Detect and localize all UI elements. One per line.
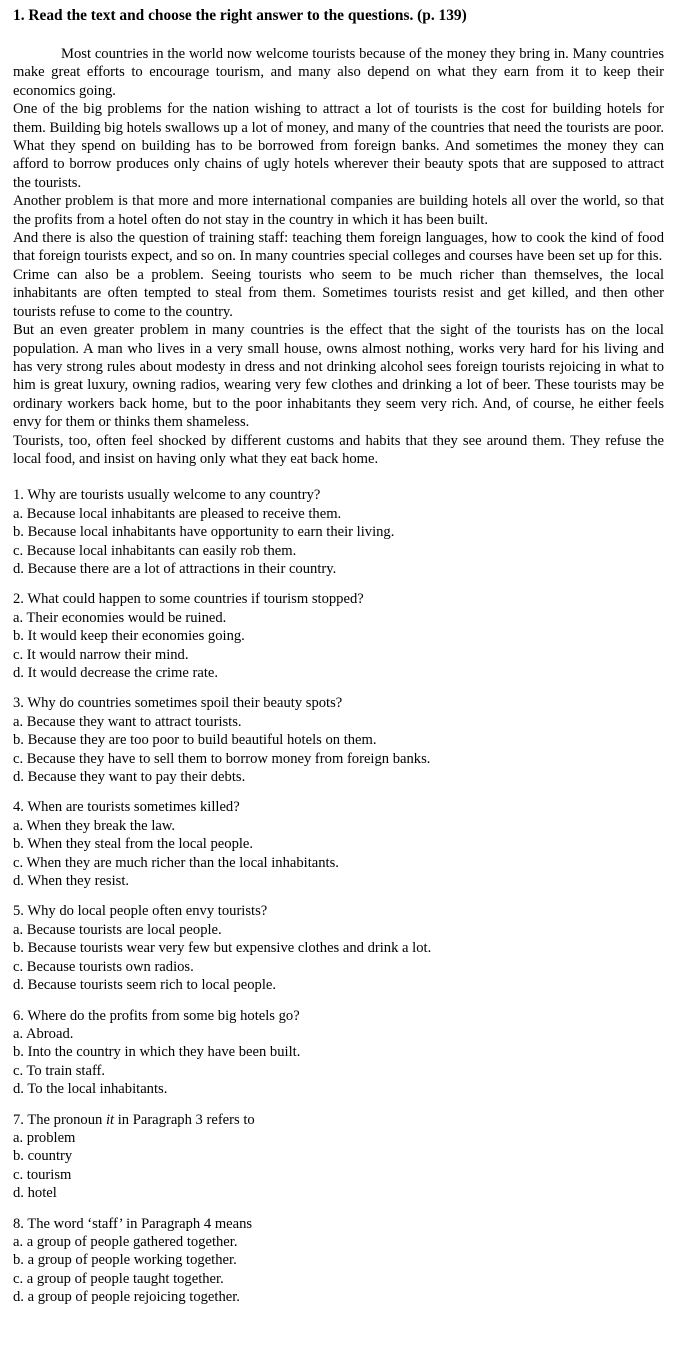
answer-option-c: c. It would narrow their mind. bbox=[13, 646, 189, 663]
answer-option-d: d. Because there are a lot of attractions in their country. bbox=[13, 560, 337, 577]
answer-option-b: b. a group of people working together. bbox=[13, 1252, 237, 1269]
question-stem: 3. Why do countries sometimes spoil their beauty spots? bbox=[13, 695, 343, 712]
answer-option-c: c. tourism bbox=[13, 1166, 72, 1183]
question-1 bbox=[13, 486, 664, 578]
answer-option-c: c. When they are much richer than the local inhabitants. bbox=[13, 854, 339, 871]
question-stem: 8. The word ‘staff’ in Paragraph 4 means bbox=[13, 1215, 253, 1232]
answer-option-d: d. It would decrease the crime rate. bbox=[13, 665, 219, 681]
passage-paragraph-4: And there is also the question of training staff: teaching them foreign languages, how to cook the kind of food that foreign tourists expect, and so on. In many countries special colleges and courses have been set up for this. bbox=[13, 230, 664, 265]
answer-option-a: a. Abroad. bbox=[13, 1025, 74, 1042]
answer-option-b: b. Because local inhabitants have opportunity to earn their living. bbox=[13, 524, 395, 541]
answer-option-b: b. Because they are too poor to build beautiful hotels on them. bbox=[13, 732, 377, 749]
question-5 bbox=[13, 902, 664, 994]
question-6 bbox=[13, 1007, 664, 1099]
stem-prefix: 7. The pronoun bbox=[13, 1111, 106, 1128]
answer-option-c: c. Because they have to sell them to borrow money from foreign banks. bbox=[13, 750, 431, 767]
answer-option-d: d. a group of people rejoicing together. bbox=[13, 1289, 240, 1306]
question-stem bbox=[13, 1111, 664, 1129]
answer-option-d: d. To the local inhabitants. bbox=[13, 1081, 168, 1098]
answer-option-b: b. When they steal from the local people. bbox=[13, 836, 254, 853]
answer-option-a: a. Because local inhabitants are pleased to receive them. bbox=[13, 505, 342, 522]
answer-option-a: a. Their economies would be ruined. bbox=[13, 609, 227, 626]
passage-paragraph-3: Another problem is that more and more international companies are building hotels all over the world, so that the profits from a hotel often do not stay in the country in which it has been built. bbox=[13, 193, 664, 228]
question-stem: 6. Where do the profits from some big hotels go? bbox=[13, 1007, 300, 1024]
answer-option-b: b. country bbox=[13, 1148, 73, 1165]
question-list bbox=[13, 486, 664, 1306]
answer-option-c: c. To train staff. bbox=[13, 1062, 106, 1079]
stem-suffix: in Paragraph 3 refers to bbox=[114, 1111, 255, 1128]
answer-option-d: d. Because tourists seem rich to local people. bbox=[13, 977, 277, 994]
question-stem: 5. Why do local people often envy tourists? bbox=[13, 903, 268, 920]
question-stem: 2. What could happen to some countries if tourism stopped? bbox=[13, 591, 364, 608]
question-stem: 1. Why are tourists usually welcome to any country? bbox=[13, 487, 321, 504]
passage-paragraph-1: Most countries in the world now welcome tourists because of the money they bring in. Many countries make great efforts to encourage tourism, and many also depend on what they earn from it to keep their economics going. bbox=[13, 46, 664, 99]
passage-paragraph-2: One of the big problems for the nation wishing to attract a lot of tourists is the cost for building hotels for them. Building big hotels swallows up a lot of money, and many of the countries that need the tourists are poor. What they spend on building has to be borrowed from foreign banks. And sometimes the money they can afford to borrow produces only chains of ugly hotels wherever their beauty spots that are supposed to attract the tourists. bbox=[13, 101, 664, 191]
question-8 bbox=[13, 1215, 664, 1307]
passage-paragraph-6: But an even greater problem in many countries is the effect that the sight of the tourists has on the local population. A man who lives in a very small house, owns almost nothing, works very hard for his living and has very strong rules about modesty in dress and not drinking alcohol sees foreign tourists rejoicing in what to him is great luxury, owning radios, wearing very few clothes and drinking a lot of beer. These tourists may be ordinary workers back home, but to the poor inhabitants they seem very rich. And, of course, he either feels envy for them or thinks them shameless. bbox=[13, 322, 664, 431]
answer-option-b: b. Into the country in which they have been built. bbox=[13, 1044, 301, 1061]
question-2 bbox=[13, 590, 664, 682]
question-7 bbox=[13, 1111, 664, 1203]
answer-option-d: d. Because they want to pay their debts. bbox=[13, 769, 246, 786]
stem-emphasis: it bbox=[105, 1111, 115, 1128]
answer-option-b: b. It would keep their economies going. bbox=[13, 628, 245, 645]
question-stem: 4. When are tourists sometimes killed? bbox=[13, 799, 240, 816]
answer-option-a: a. problem bbox=[13, 1129, 76, 1146]
answer-option-c: c. Because tourists own radios. bbox=[13, 958, 194, 975]
answer-option-d: d. When they resist. bbox=[13, 873, 130, 890]
exercise-heading: 1. Read the text and choose the right answer to the questions. (p. 139) bbox=[13, 7, 467, 24]
answer-option-a: a. When they break the law. bbox=[13, 817, 176, 834]
answer-option-c: c. Because local inhabitants can easily rob them. bbox=[13, 542, 297, 559]
answer-option-a: a. Because they want to attract tourists. bbox=[13, 713, 242, 730]
answer-option-a: a. Because tourists are local people. bbox=[13, 921, 222, 938]
reading-passage bbox=[13, 45, 664, 468]
question-4 bbox=[13, 798, 664, 890]
answer-option-c: c. a group of people taught together. bbox=[13, 1270, 224, 1287]
passage-paragraph-5: Crime can also be a problem. Seeing tourists who seem to be much richer than themselves, the local inhabitants are often tempted to steal from them. Sometimes tourists resist and get killed, and then other tourists refuse to come to the country. bbox=[13, 266, 664, 320]
question-3 bbox=[13, 694, 664, 786]
answer-option-a: a. a group of people gathered together. bbox=[13, 1233, 238, 1250]
answer-option-b: b. Because tourists wear very few but expensive clothes and drink a lot. bbox=[13, 940, 432, 957]
passage-paragraph-7: Tourists, too, often feel shocked by different customs and habits that they see around them. They refuse the local food, and insist on having only what they eat back home. bbox=[13, 432, 664, 467]
answer-option-d: d. hotel bbox=[13, 1185, 57, 1202]
